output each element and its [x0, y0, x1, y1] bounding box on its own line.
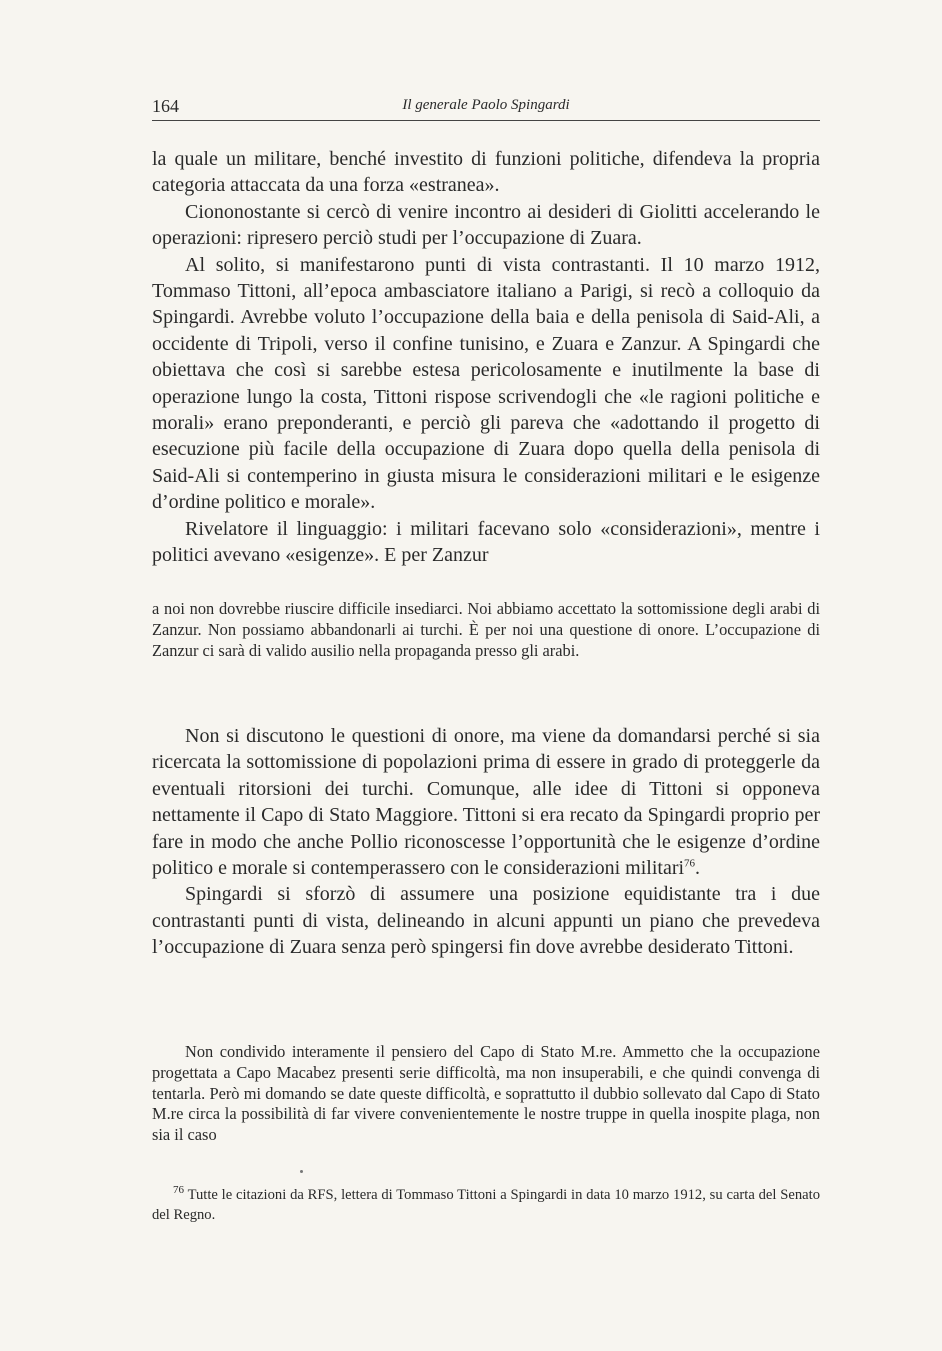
running-title: Il generale Paolo Spingardi	[402, 97, 570, 113]
paragraph: Rivelatore il linguaggio: i militari facevano solo «considerazioni», mentre i politici avevano «esigenze». E per Zanzur	[152, 517, 820, 567]
paragraph: Ciononostante si cercò di venire incontro ai desideri di Giolitti accelerando le operazioni: ripresero perciò studi per l’occupazione di Zuara.	[152, 200, 820, 250]
body-section-top	[152, 146, 820, 569]
paragraph-text: Non si discutono le questioni di onore, ma viene da domandarsi perché si sia ricercata la sottomissione di popolazioni prima di essere in grado di proteggerle da eventuali ritorsioni dei turchi. Comunque, alle idee di Tittoni si opponeva nettamente il Capo di Stato Maggiore. Tittoni si era recato da Spingardi proprio per fare in modo che anche Pollio riconoscesse l’opportunità che le esigenze d’ordine politico e morale si contemperassero con le considerazioni militari	[152, 725, 820, 880]
paragraph-end: .	[695, 857, 701, 880]
footnote	[152, 1185, 820, 1225]
footnote-text: Tutte le citazioni da RFS, lettera di Tommaso Tittoni a Spingardi in data 10 marzo 1912, su carta del Senato del Regno.	[152, 1187, 821, 1223]
paragraph-continuation: la quale un militare, benché investito di funzioni politiche, difendeva la propria categoria attaccata da una forza «estranea».	[152, 148, 820, 197]
page-number: 164	[152, 96, 179, 116]
ink-speck	[300, 1170, 303, 1173]
footnote-entry	[152, 1185, 820, 1225]
footnote-number: 76	[173, 1184, 184, 1197]
paragraph	[152, 723, 820, 881]
page-header	[152, 96, 820, 121]
block-quote-spingardi	[152, 1042, 820, 1146]
block-quote-zanzur	[152, 599, 820, 661]
paragraph: Al solito, si manifestarono punti di vista contrastanti. Il 10 marzo 1912, Tommaso Tittoni, all’epoca ambasciatore italiano a Parigi, si recò a colloquio da Spingardi. Avrebbe voluto l’occupazione della baia e della penisola di Said-Ali, a occidente di Tripoli, verso il confine tunisino, e Zuara e Zanzur. A Spingardi che obiettava che così si sarebbe estesa pericolosamente e inutilmente la base di operazione lungo la costa, Tittoni rispose scrivendogli che «le ragioni politiche e morali» erano preponderanti, e perciò gli pareva che «adottando il progetto di esecuzione più facile della occupazione di Zuara dopo quella della penisola di Said-Ali si contemperino in giusta misura le considerazioni militari e le esigenze d’ordine politico e morale».	[152, 253, 820, 514]
body-section-middle	[152, 723, 820, 961]
footnote-ref[interactable]: 76	[684, 857, 696, 870]
quote-text: Non condivido interamente il pensiero del Capo di Stato M.re. Ammetto che la occupazione progettata a Capo Macabez presenti serie difficoltà, ma non insuperabili, e che quindi convenga di tentarla. Però mi domando se date queste difficoltà, e soprattutto il dubbio sollevato dal Capo di Stato M.re circa la possibilità di far vivere convenientemente le nostre truppe in quella inospite plaga, non sia il caso	[152, 1042, 820, 1145]
paragraph: Spingardi si sforzò di assumere una posizione equidistante tra i due contrastanti punti di vista, delineando in alcuni appunti un piano che prevedeva l’occupazione di Zuara senza però spingersi fin dove avrebbe desiderato Tittoni.	[152, 883, 820, 959]
quote-text: a noi non dovrebbe riuscire difficile insediarci. Noi abbiamo accettato la sottomissione degli arabi di Zanzur. Non possiamo abbandonarli ai turchi. È per noi una questione di onore. L’occupazione di Zanzur ci sarà di valido ausilio nella propaganda presso gli arabi.	[152, 599, 820, 660]
